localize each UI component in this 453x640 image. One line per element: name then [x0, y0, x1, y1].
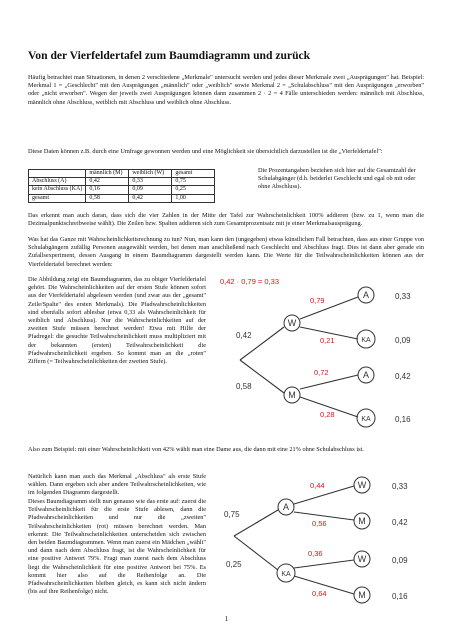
table-cell: gesamt [29, 194, 86, 202]
tree2-branch-prob: 0,44 [310, 481, 325, 490]
tree1-calc: 0,42 · 0,79 = 0,33 [220, 277, 280, 286]
tree2-root-prob: 0,25 [226, 560, 242, 569]
tree1-path-prob: 0,09 [395, 336, 411, 345]
tree-diagram-2 [212, 472, 428, 610]
tree2-branch-prob: 0,36 [308, 549, 323, 558]
paragraph-tree2-explanation: Dieses Baumdiagramm stellt nun genauso wie das erste auf: zuerst die Teilwahrscheinlichkeit für die erste Stufe ablesen, dann die Pfadwahrscheinlichkeiten und nur die „zweiten" Teilwahrscheinlichkeiten (rot) müssen berechnet werden. Man erkennt: Die Teilwahrscheinlichkeiten unterscheiden sich zwischen den beiden Baumdiagrammen. Wenn man zuerst ein Mädchen „wählt" und dann nach dem Abschluss fragt, ist die Wahrscheinlichkeit für eine positive Antwort 79%. Fragt man zuerst nach dem Abschluss liegt die Wahrscheinlichkeit für eine positive Antwort bei 75%. Es kommt hier also auf die Reihenfolge an. Die Pfadwahrscheinlichkeiten bleiben gleich, es kann sich nicht ändern (bis auf ihre Reihenfolge) nicht. [28, 498, 206, 596]
table-row [29, 178, 215, 186]
paragraph-sum: Das erkennt man auch daran, dass sich die vier Zahlen in der Mitte der Tafel zur Wahrscheinlichkeit 100% addieren (bzw. zu 1, wenn man die Dezimalpunktschreibweise wählt). Die Zeilen bzw. Spalten addieren sich zum Gesamtprozentsatz mit je einer Merkmalsausprägung. [28, 212, 424, 228]
table-header-row [29, 170, 215, 178]
tree2-leaf-label: M [358, 516, 366, 526]
page-title: Von der Vierfeldertafel zum Baumdiagramm und zurück [28, 49, 311, 62]
table-header-cell: gesamt [172, 170, 215, 178]
tree2-leaf-label: W [357, 480, 367, 490]
page-number: 1 [224, 615, 229, 623]
tree1-leaf-label: KA [361, 337, 371, 344]
tree1-branch-prob: 0,28 [320, 410, 335, 419]
paragraph-example: Also zum Beispiel: mit einer Wahrscheinlichkeit von 42% wählt man eine Dame aus, die dann mit eine 21% ohne Schulabschluss ist. [28, 446, 364, 453]
tree2-path-prob: 0,42 [392, 518, 408, 527]
paragraph-tree1-explanation: Die Abbildung zeigt ein Baumdiagramm, das zu obiger Vierfeldertafel gehört. Die Wahrscheinlichkeiten auf der ersten Stufe können sofort aus der Vierfeldertafel abgelesen werden (und zwar aus der „gesamt" Zeile/Spalte" des ersten Merkmals). Die Pfadwahrscheinlichkeiten sind ebenfalls sofort ablesbar (etwa 0,33 als Wahrscheinlichkeit für weiblich und Abschluss). Nur die Wahrscheinlichkeiten auf der zweiten Stufe müssen berechnet werden! Etwa mit Hilfe der Pfadregel: die gesuchte Teilwahrscheinlichkeit muss multipliziert mit der bekannten (ersten) Teilwahrscheinlichkeit die Pfadwahrscheinlichkeit ergeben. So kommt man an die „roten" Ziffern (= Teilwahrscheinlichkeiten der zweiten Stufe). [28, 276, 206, 366]
tree2-node-label: KA [281, 571, 291, 578]
table-header-cell [29, 170, 86, 178]
table-cell: 0,16 [86, 186, 129, 194]
table-row [29, 194, 215, 202]
table-cell: kein Abschluss (KA) [29, 186, 86, 194]
tree2-path-prob: 0,33 [392, 482, 408, 491]
tree1-path-prob: 0,16 [395, 415, 411, 424]
intro-paragraph: Häufig betrachtet man Situationen, in denen 2 verschiedene „Merkmale" untersucht werden und jedes dieser Merkmale zwei „Ausprägungen" hat. Beispiel: Merkmal 1 = „Geschlecht" mit den Ausprägungen „männlich" oder „weiblich" sowie Merkmal 2 = „Schulabschluss" mit den Ausprägungen „erworben" oder „nicht erworben". Wegen der jeweils zwei Ausprägungen können dann zusammen 2 · 2 = 4 Fälle unterschieden werden: männlich mit Abschluss, männlich ohne Abschluss, weiblich mit Abschluss und weiblich ohne Abschluss. [28, 74, 424, 106]
table-cell: 0,75 [172, 178, 215, 186]
table-cell: 0,42 [86, 178, 129, 186]
tree1-branch-prob: 0,21 [320, 336, 335, 345]
tree1-branch-prob: 0,79 [310, 296, 325, 305]
table-cell: 0,33 [129, 178, 172, 186]
tree1-leaf-label: A [362, 370, 370, 380]
table-row [29, 186, 215, 194]
paragraph-experiment: Was hat das Ganze mit Wahrscheinlichkeitsrechnung zu tun? Nun, man kann den (ungegeben) etwas künstlichen Fall betrachten, dass aus einer Gruppe von Schulabgängern zufällig Personen ausgewählt werden, bei denen man anschließend nach Geschlecht und Abschluss fragt. Dies ist dann aber gerade ein Zufallsexperiment, dessen Ausgang in einem Baumdiagramm dargestellt werden kann. Die Werte für die Teilwahrscheinlichkeiten können aus der Vierfeldertafel berechnet werden: [28, 236, 424, 268]
tree1-leaf-label: A [362, 290, 370, 300]
table-cell: Abschluss (A) [29, 178, 86, 186]
tree2-leaf-label: W [357, 554, 367, 564]
tree1-root-prob: 0,58 [236, 382, 252, 391]
tree1-node-label: M [288, 390, 296, 400]
table-header-cell: männlich (M) [86, 170, 129, 178]
tree2-leaf-label: M [358, 590, 366, 600]
tree1-path-prob: 0,42 [395, 372, 411, 381]
tree-diagram-1 [210, 275, 430, 441]
tree1-branch-prob: 0,72 [314, 368, 329, 377]
tree2-path-prob: 0,09 [392, 556, 408, 565]
table-cell: 1,00 [172, 194, 215, 202]
tree2-branch-prob: 0,64 [312, 589, 327, 598]
table-cell: 0,09 [129, 186, 172, 194]
paragraph-tree2-intro: Natürlich kann man auch das Merkmal „Abschluss" als erste Stufe wählen. Dann ergeben sich aber andere Teilwahrscheinlichkeiten, wie im folgenden Diagramm dargestellt. [28, 473, 206, 497]
tree2-root-prob: 0,75 [224, 510, 240, 519]
tree1-node-label: W [287, 318, 297, 328]
tree1-leaf-label: KA [361, 416, 371, 423]
tree2-node-label: A [282, 502, 290, 512]
four-field-table [28, 169, 215, 203]
tree2-path-prob: 0,16 [392, 592, 408, 601]
tree2-branch-prob: 0,56 [312, 519, 327, 528]
tree1-root-prob: 0,42 [236, 331, 252, 340]
table-header-cell: weiblich (W) [129, 170, 172, 178]
table-intro: Diese Daten können z.B. durch eine Umfrage gewonnen werden und eine Möglichkeit sie übersichtlich darzustellen ist die „Vierfeldertafel": [28, 148, 383, 155]
table-cell: 0,58 [86, 194, 129, 202]
table-cell: 0,42 [129, 194, 172, 202]
table-note: Die Prozentangaben beziehen sich hier auf die Gesamtzahl der Schulabgänger (d.h. beiderlei Geschlecht und egal ob mit oder ohne Abschluss). [258, 167, 416, 191]
table-cell: 0,25 [172, 186, 215, 194]
tree1-path-prob: 0,33 [395, 292, 411, 301]
